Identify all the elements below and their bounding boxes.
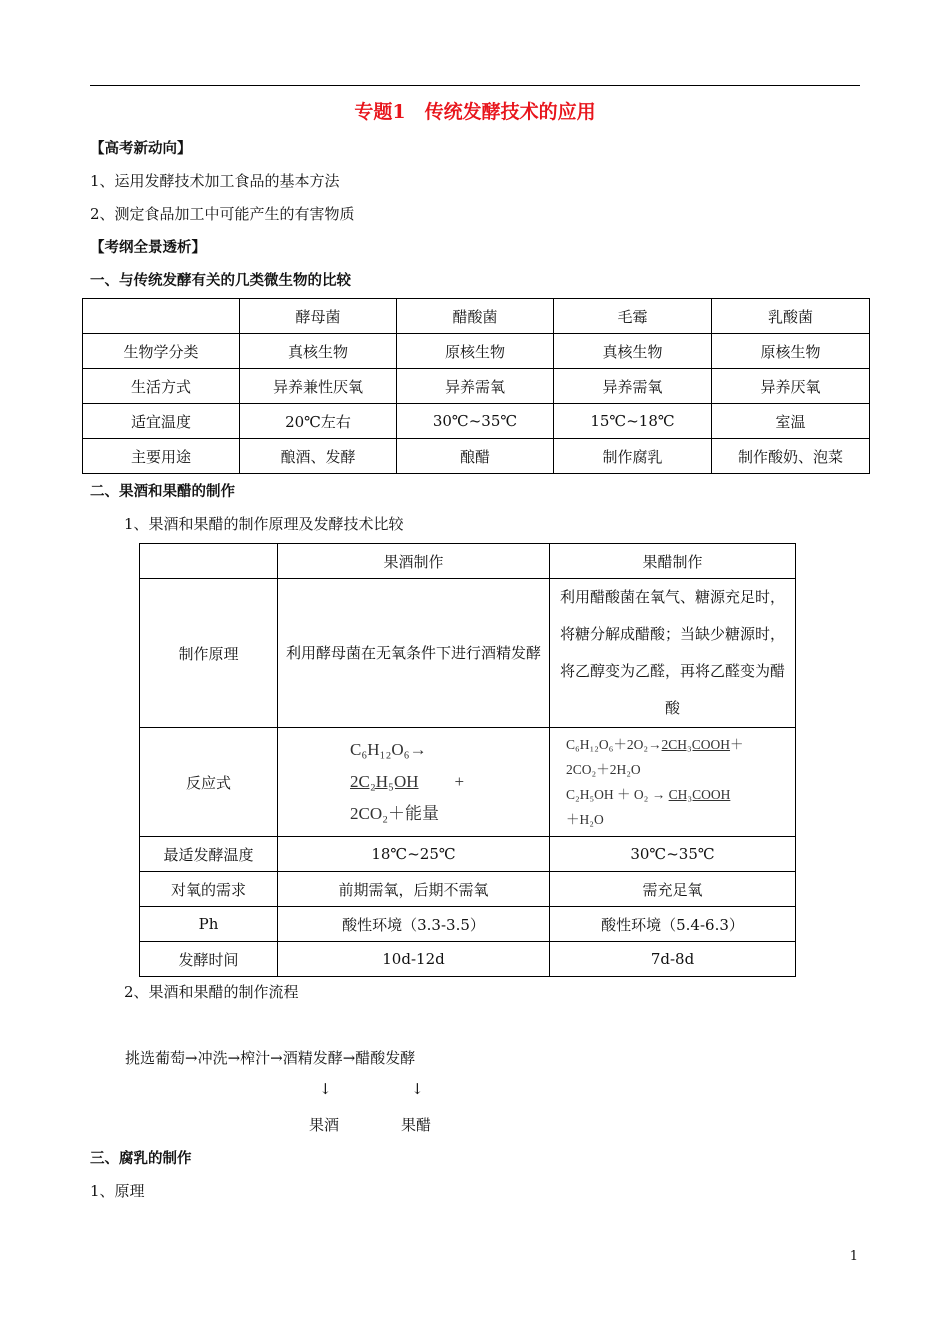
table-row (140, 837, 796, 872)
equation-product: 2CH₃COOH (661, 737, 731, 752)
table-cell: 18℃~25℃ (278, 837, 550, 872)
table-cell: 20℃左右 (240, 404, 397, 439)
process-flow: 挑选葡萄→冲洗→榨汁→酒精发酵→醋酸发酵 (125, 1049, 416, 1067)
equation-product: CH₃COOH (668, 787, 731, 802)
trend-heading: 【高考新动向】 (90, 141, 192, 157)
table-cell: 利用酵母菌在无氧条件下进行酒精发酵 (278, 579, 550, 728)
table-cell: 7d-8d (550, 942, 796, 977)
equation-product: 2C₂H₅OH (350, 772, 419, 791)
table-row (140, 907, 796, 942)
down-arrow-icon: ↓ (319, 1080, 332, 1098)
table-row (83, 299, 870, 334)
table-cell: 室温 (712, 404, 870, 439)
table-cell: 最适发酵温度 (140, 837, 278, 872)
down-arrow-icon: ↓ (411, 1080, 424, 1098)
table-row (140, 872, 796, 907)
table-row (140, 942, 796, 977)
table-header: 乳酸菌 (712, 299, 870, 334)
table-cell: 发酵时间 (140, 942, 278, 977)
table-cell: 生活方式 (83, 369, 240, 404)
table-cell: 生物学分类 (83, 334, 240, 369)
table-cell: 制作原理 (140, 579, 278, 728)
equation-plus: + (454, 772, 465, 791)
table-row (140, 579, 796, 728)
table-header: 酵母菌 (240, 299, 397, 334)
table-cell: 原核生物 (712, 334, 870, 369)
table-row (140, 728, 796, 837)
flow-result-vinegar: 果醋 (401, 1116, 432, 1134)
table-cell: 适宜温度 (83, 404, 240, 439)
table-cell: 异养厌氧 (712, 369, 870, 404)
table-row (83, 334, 870, 369)
outline-heading: 【考纲全景透析】 (90, 240, 206, 256)
table-header: 果醋制作 (550, 544, 796, 579)
table-header: 果酒制作 (278, 544, 550, 579)
wine-vinegar-table (139, 543, 796, 977)
table-cell: 对氧的需求 (140, 872, 278, 907)
equation-reactants: C₂H₅OH ＋ O₂ → (566, 787, 666, 802)
flow-result-wine: 果酒 (309, 1116, 340, 1134)
equation-plus: ＋ (730, 737, 744, 752)
trend-item-2: 2、测定食品加工中可能产生的有害物质 (90, 205, 355, 223)
table-row (83, 369, 870, 404)
equation-line: 2CO₂＋能量 (350, 804, 440, 823)
table-cell: 制作酸奶、泡菜 (712, 439, 870, 474)
table-cell: 原核生物 (397, 334, 554, 369)
table-cell: 酸性环境（5.4-6.3） (550, 907, 796, 942)
section-2-sub-1: 1、果酒和果醋的制作原理及发酵技术比较 (124, 515, 404, 533)
wine-equation (278, 728, 550, 837)
section-2-heading: 二、果酒和果醋的制作 (90, 484, 235, 500)
table-cell: 前期需氧，后期不需氧 (278, 872, 550, 907)
table-cell: 酸性环境（3.3-3.5） (278, 907, 550, 942)
microbe-comparison-table (82, 298, 870, 474)
table-cell: 15℃~18℃ (554, 404, 712, 439)
table-cell: 真核生物 (554, 334, 712, 369)
table-cell: 酿酒、发酵 (240, 439, 397, 474)
trend-item-1: 1、运用发酵技术加工食品的基本方法 (90, 172, 340, 190)
section-1-heading: 一、与传统发酵有关的几类微生物的比较 (90, 273, 351, 289)
section-3-heading: 三、腐乳的制作 (90, 1151, 192, 1167)
equation-line: 2CO₂＋2H₂O (566, 762, 641, 777)
equation-line: C₆H₁₂O₆→ (350, 740, 427, 759)
table-cell: 异养需氧 (554, 369, 712, 404)
equation-line (350, 766, 543, 798)
section-3-sub-1: 1、原理 (90, 1182, 145, 1200)
equation-line (566, 782, 789, 807)
table-cell: 制作腐乳 (554, 439, 712, 474)
section-2-sub-2: 2、果酒和果醋的制作流程 (124, 983, 299, 1001)
table-cell: 30℃~35℃ (397, 404, 554, 439)
table-row (83, 404, 870, 439)
vinegar-equation (550, 728, 796, 837)
page-number: 1 (849, 1249, 858, 1264)
table-cell: 反应式 (140, 728, 278, 837)
table-cell: 酿醋 (397, 439, 554, 474)
table-cell: 异养兼性厌氧 (240, 369, 397, 404)
table-cell: 主要用途 (83, 439, 240, 474)
table-cell (140, 544, 278, 579)
table-cell: 异养需氧 (397, 369, 554, 404)
table-row (83, 439, 870, 474)
table-cell: 10d-12d (278, 942, 550, 977)
table-cell (83, 299, 240, 334)
equation-reactants: C₆H₁₂O₆＋2O₂→ (566, 737, 662, 752)
table-cell: 需充足氧 (550, 872, 796, 907)
table-cell: 真核生物 (240, 334, 397, 369)
table-cell: Ph (140, 907, 278, 942)
table-header: 毛霉 (554, 299, 712, 334)
table-header: 醋酸菌 (397, 299, 554, 334)
table-row (140, 544, 796, 579)
header-rule (90, 85, 860, 86)
table-cell: 30℃~35℃ (550, 837, 796, 872)
page-title: 专题1 传统发酵技术的应用 (354, 101, 596, 123)
equation-line: ＋H₂O (566, 812, 604, 827)
table-cell: 利用醋酸菌在氧气、糖源充足时，将糖分解成醋酸；当缺少糖源时，将乙醇变为乙醛，再将乙醛变为醋酸 (550, 579, 796, 728)
equation-line (566, 732, 789, 757)
